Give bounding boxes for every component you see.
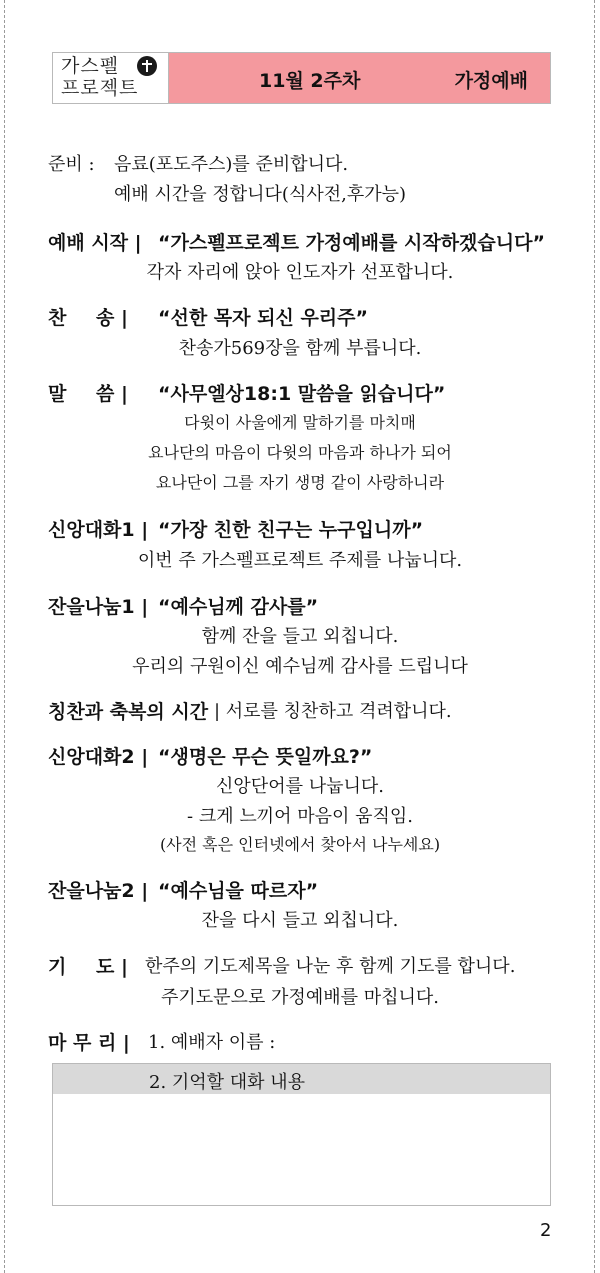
- cup1-line1: 함께 잔을 들고 외칩니다.: [201, 626, 399, 647]
- worship-type: 가정예배: [454, 70, 528, 92]
- word-line1: 다윗이 사울에게 말하기를 마치매: [184, 413, 416, 432]
- talk2-title: “생명은 무슨 뜻일까요?”: [158, 746, 373, 768]
- praise-label: 칭찬과 축복의 시간: [48, 701, 209, 723]
- talk1-title: “가장 친한 친구는 누구입니까”: [158, 519, 424, 541]
- prayer-line1: 한주의 기도제목을 나눈 후 함께 기도를 합니다.: [145, 956, 516, 977]
- word-title: “사무엘상18:1 말씀을 읽습니다”: [158, 383, 446, 405]
- word-label-2: 씀 |: [96, 383, 128, 405]
- cup2-line1: 잔을 다시 들고 외칩니다.: [201, 910, 399, 931]
- prep-label: 준비 :: [48, 154, 95, 175]
- logo: [53, 53, 169, 103]
- prayer-label-2: 도 |: [96, 956, 128, 978]
- cup1-label: 잔을나눔1 |: [48, 596, 149, 618]
- page-number: 2: [540, 1220, 552, 1241]
- week-label: 11월 2주차: [259, 70, 361, 92]
- cross-icon: [137, 56, 157, 76]
- cup1-line2: 우리의 구원이신 예수님께 감사를 드립니다: [132, 656, 468, 677]
- talk2-line3: (사전 혹은 인터넷에서 찾아서 나누세요): [159, 835, 441, 854]
- cup2-title: “예수님을 따르자”: [158, 880, 319, 902]
- hymn-label-2: 송 |: [96, 307, 128, 329]
- closing-item2: 2. 기억할 대화 내용: [149, 1072, 306, 1093]
- logo-line1: 가스펠: [61, 55, 120, 77]
- praise-text: | 서로를 칭찬하고 격려합니다.: [214, 701, 452, 722]
- talk2-label: 신앙대화2 |: [48, 746, 149, 768]
- talk1-label: 신앙대화1 |: [48, 519, 149, 541]
- closing-label: 마 무 리 |: [48, 1032, 130, 1054]
- memo-header: [53, 1064, 550, 1094]
- cup2-label: 잔을나눔2 |: [48, 880, 149, 902]
- talk2-line2: - 크게 느끼어 마음이 움직임.: [187, 806, 413, 827]
- talk2-line1: 신앙단어를 나눕니다.: [216, 776, 384, 797]
- header-bar: [169, 53, 550, 103]
- hymn-title: “선한 목자 되신 우리주”: [158, 307, 369, 329]
- opening-title: “가스펠프로젝트 가정예배를 시작하겠습니다”: [158, 232, 545, 254]
- memo-box: [52, 1063, 551, 1206]
- opening-label: 예배 시작 |: [48, 232, 142, 254]
- prayer-label-1: 기: [48, 956, 67, 978]
- talk1-line1: 이번 주 가스펠프로젝트 주제를 나눕니다.: [137, 550, 463, 571]
- opening-line1: 각자 자리에 앉아 인도자가 선포합니다.: [146, 262, 454, 283]
- prep-line2: 예배 시간을 정합니다(식사전,후가능): [114, 184, 407, 205]
- logo-line2: 프로젝트: [61, 77, 139, 99]
- hymn-label-1: 찬: [48, 307, 67, 329]
- closing-item1: 1. 예배자 이름 :: [148, 1032, 276, 1053]
- prayer-line2: 주기도문으로 가정예배를 마칩니다.: [161, 987, 439, 1008]
- word-line2: 요나단의 마음이 다윗의 마음과 하나가 되어: [148, 443, 452, 462]
- header: [52, 52, 551, 104]
- cup1-title: “예수님께 감사를”: [158, 596, 319, 618]
- word-line3: 요나단이 그를 자기 생명 같이 사랑하니라: [155, 473, 445, 492]
- hymn-line1: 찬송가569장을 함께 부릅니다.: [178, 338, 422, 359]
- prep-line1: 음료(포도주스)를 준비합니다.: [114, 154, 349, 175]
- word-label-1: 말: [48, 383, 67, 405]
